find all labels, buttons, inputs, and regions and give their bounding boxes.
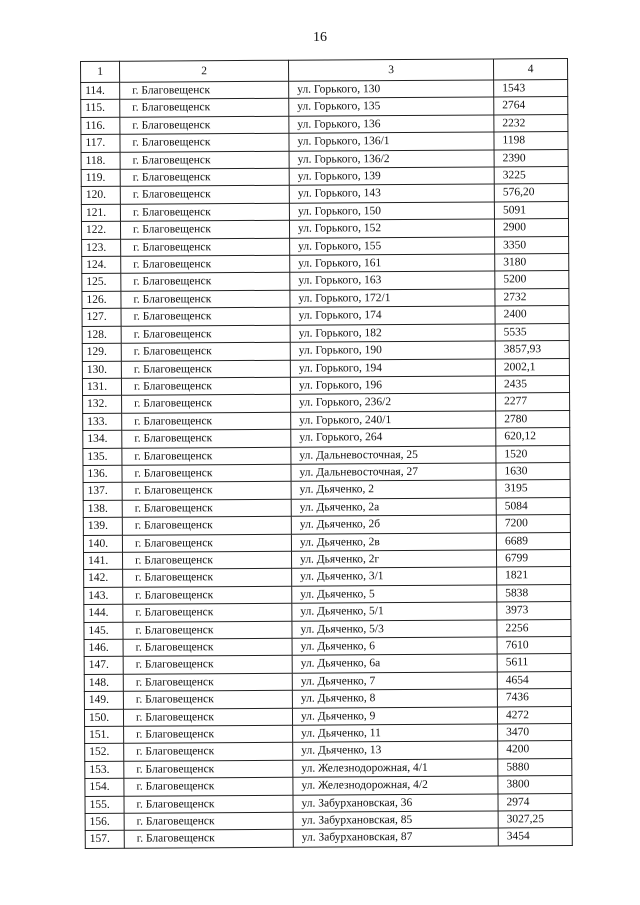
address-cell: ул. Горького, 240/1 xyxy=(291,411,496,430)
address-cell: ул. Горького, 130 xyxy=(289,80,494,99)
value-cell: 3470 xyxy=(498,724,572,742)
row-number-cell: 131. xyxy=(82,378,121,396)
value-cell: 3857,93 xyxy=(495,341,569,359)
city-cell: г. Благовещенск xyxy=(123,656,292,674)
city-cell: г. Благовещенск xyxy=(120,168,289,186)
address-cell: ул. Горького, 152 xyxy=(289,219,494,238)
value-cell: 3973 xyxy=(497,602,571,620)
row-number-cell: 120. xyxy=(81,187,120,205)
value-cell: 4200 xyxy=(498,741,572,759)
city-cell: г. Благовещенск xyxy=(120,133,289,151)
city-cell: г. Благовещенск xyxy=(123,638,292,656)
value-cell: 4272 xyxy=(497,706,571,724)
value-cell: 5611 xyxy=(497,654,571,672)
value-cell: 3800 xyxy=(498,776,572,794)
address-cell: ул. Дальневосточная, 27 xyxy=(291,463,496,482)
city-cell: г. Благовещенск xyxy=(124,795,293,813)
city-cell: г. Благовещенск xyxy=(121,273,290,291)
row-number-cell: 125. xyxy=(82,274,121,292)
city-cell: г. Благовещенск xyxy=(124,777,293,795)
address-cell: ул. Дьяченко, 9 xyxy=(292,707,497,726)
row-number-cell: 154. xyxy=(85,778,124,796)
address-cell: ул. Горького, 143 xyxy=(289,184,494,203)
value-cell: 2780 xyxy=(496,410,570,428)
address-cell: ул. Горького, 182 xyxy=(290,324,495,343)
city-cell: г. Благовещенск xyxy=(124,760,293,778)
value-cell: 620,12 xyxy=(496,428,570,446)
address-cell: ул. Горького, 155 xyxy=(290,237,495,256)
city-cell: г. Благовещенск xyxy=(122,499,291,517)
value-cell: 5200 xyxy=(495,271,569,289)
city-cell: г. Благовещенск xyxy=(121,290,290,308)
row-number-cell: 144. xyxy=(84,604,123,622)
row-number-cell: 146. xyxy=(84,639,123,657)
value-cell: 2900 xyxy=(494,219,568,237)
city-cell: г. Благовещенск xyxy=(120,81,289,99)
row-number-cell: 147. xyxy=(84,657,123,675)
address-cell: ул. Дьяченко, 13 xyxy=(293,741,498,760)
address-cell: ул. Железнодорожная, 4/2 xyxy=(293,776,498,795)
row-number-cell: 139. xyxy=(83,517,122,535)
value-cell: 2232 xyxy=(494,114,568,132)
city-cell: г. Благовещенск xyxy=(121,360,290,378)
value-cell: 2732 xyxy=(495,288,569,306)
row-number-cell: 132. xyxy=(83,396,122,414)
value-cell: 2390 xyxy=(494,149,568,167)
address-cell: ул. Горького, 194 xyxy=(290,358,495,377)
city-cell: г. Благовещенск xyxy=(122,482,291,500)
row-number-cell: 124. xyxy=(82,256,121,274)
city-cell: г. Благовещенск xyxy=(123,551,292,569)
row-number-cell: 127. xyxy=(82,309,121,327)
value-cell: 2002,1 xyxy=(495,358,569,376)
value-cell: 1198 xyxy=(494,132,568,150)
address-cell: ул. Дьяченко, 6а xyxy=(292,654,497,673)
address-cell: ул. Горького, 190 xyxy=(290,341,495,360)
row-number-cell: 143. xyxy=(84,587,123,605)
city-cell: г. Благовещенск xyxy=(122,534,291,552)
city-cell: г. Благовещенск xyxy=(121,255,290,273)
value-cell: 2277 xyxy=(496,393,570,411)
address-cell: ул. Дьяченко, 5 xyxy=(292,585,497,604)
value-cell: 4654 xyxy=(497,671,571,689)
row-number-cell: 157. xyxy=(85,831,124,849)
city-cell: г. Благовещенск xyxy=(120,220,289,238)
value-cell: 5084 xyxy=(496,497,570,515)
value-cell: 2256 xyxy=(497,619,571,637)
value-cell: 3225 xyxy=(494,167,568,185)
value-cell: 7436 xyxy=(497,689,571,707)
address-cell: ул. Забурхановская, 36 xyxy=(293,794,498,813)
address-cell: ул. Горького, 236/2 xyxy=(291,393,496,412)
row-number-cell: 145. xyxy=(84,622,123,640)
city-cell: г. Благовещенск xyxy=(123,621,292,639)
address-cell: ул. Дьяченко, 5/1 xyxy=(292,602,497,621)
value-cell: 2764 xyxy=(494,97,568,115)
column-header-3: 3 xyxy=(288,59,493,81)
address-cell: ул. Горького, 161 xyxy=(290,254,495,273)
row-number-cell: 122. xyxy=(81,222,120,240)
address-table xyxy=(80,58,573,849)
address-cell: ул. Горького, 172/1 xyxy=(290,289,495,308)
value-cell: 5091 xyxy=(494,201,568,219)
value-cell: 7610 xyxy=(497,637,571,655)
row-number-cell: 130. xyxy=(82,361,121,379)
row-number-cell: 129. xyxy=(82,343,121,361)
address-cell: ул. Дьяченко, 2г xyxy=(291,550,496,569)
row-number-cell: 115. xyxy=(81,100,120,118)
row-number-cell: 141. xyxy=(84,552,123,570)
address-cell: ул. Дьяченко, 8 xyxy=(292,689,497,708)
address-cell: ул. Горького, 136/2 xyxy=(289,150,494,169)
row-number-cell: 137. xyxy=(83,483,122,501)
address-cell: ул. Дьяченко, 11 xyxy=(293,724,498,743)
address-cell: ул. Забурхановская, 87 xyxy=(293,828,498,847)
address-cell: ул. Железнодорожная, 4/1 xyxy=(293,759,498,778)
value-cell: 3027,25 xyxy=(498,811,572,829)
value-cell: 3350 xyxy=(495,236,569,254)
city-cell: г. Благовещенск xyxy=(122,395,291,413)
city-cell: г. Благовещенск xyxy=(122,464,291,482)
address-cell: ул. Горького, 150 xyxy=(289,202,494,221)
address-cell: ул. Дьяченко, 2а xyxy=(291,498,496,517)
row-number-cell: 121. xyxy=(81,204,120,222)
row-number-cell: 136. xyxy=(83,465,122,483)
city-cell: г. Благовещенск xyxy=(121,308,290,326)
address-cell: ул. Горького, 136/1 xyxy=(289,132,494,151)
city-cell: г. Благовещенск xyxy=(121,377,290,395)
city-cell: г. Благовещенск xyxy=(122,447,291,465)
page-number: 16 xyxy=(313,30,327,45)
row-number-cell: 155. xyxy=(85,796,124,814)
row-number-cell: 156. xyxy=(85,813,124,831)
city-cell: г. Благовещенск xyxy=(124,830,293,848)
address-cell: ул. Горького, 136 xyxy=(289,115,494,134)
city-cell: г. Благовещенск xyxy=(121,325,290,343)
table-body xyxy=(81,80,573,849)
city-cell: г. Благовещенск xyxy=(123,586,292,604)
column-header-1: 1 xyxy=(81,61,120,82)
value-cell: 3180 xyxy=(495,254,569,272)
row-number-cell: 123. xyxy=(82,239,121,257)
city-cell: г. Благовещенск xyxy=(120,116,289,134)
value-cell: 1630 xyxy=(496,462,570,480)
column-header-2: 2 xyxy=(120,60,289,82)
city-cell: г. Благовещенск xyxy=(122,429,291,447)
city-cell: г. Благовещенск xyxy=(121,238,290,256)
column-header-4: 4 xyxy=(493,59,567,80)
value-cell: 3195 xyxy=(496,480,570,498)
address-cell: ул. Дьяченко, 3/1 xyxy=(292,567,497,586)
address-cell: ул. Забурхановская, 85 xyxy=(293,811,498,830)
row-number-cell: 119. xyxy=(81,169,120,187)
address-cell: ул. Дьяченко, 2 xyxy=(291,480,496,499)
row-number-cell: 118. xyxy=(81,152,120,170)
address-cell: ул. Горького, 196 xyxy=(290,376,495,395)
city-cell: г. Благовещенск xyxy=(123,708,292,726)
row-number-cell: 126. xyxy=(82,291,121,309)
city-cell: г. Благовещенск xyxy=(123,673,292,691)
row-number-cell: 152. xyxy=(85,744,124,762)
row-number-cell: 140. xyxy=(83,535,122,553)
value-cell: 2974 xyxy=(498,793,572,811)
value-cell: 2400 xyxy=(495,306,569,324)
city-cell: г. Благовещенск xyxy=(123,603,292,621)
value-cell: 5535 xyxy=(495,323,569,341)
row-number-cell: 153. xyxy=(85,761,124,779)
city-cell: г. Благовещенск xyxy=(120,203,289,221)
value-cell: 1543 xyxy=(494,80,568,98)
row-number-cell: 116. xyxy=(81,117,120,135)
row-number-cell: 149. xyxy=(84,691,123,709)
address-cell: ул. Дьяченко, 2б xyxy=(291,515,496,534)
value-cell: 1821 xyxy=(497,567,571,585)
row-number-cell: 150. xyxy=(84,709,123,727)
row-number-cell: 134. xyxy=(83,430,122,448)
address-cell: ул. Горького, 174 xyxy=(290,306,495,325)
city-cell: г. Благовещенск xyxy=(122,516,291,534)
value-cell: 3454 xyxy=(498,828,572,846)
value-cell: 2435 xyxy=(495,375,569,393)
city-cell: г. Благовещенск xyxy=(122,412,291,430)
row-number-cell: 114. xyxy=(81,82,120,100)
address-cell: ул. Горького, 163 xyxy=(290,271,495,290)
row-number-cell: 138. xyxy=(83,500,122,518)
value-cell: 1520 xyxy=(496,445,570,463)
address-cell: ул. Горького, 135 xyxy=(289,97,494,116)
address-cell: ул. Дьяченко, 2в xyxy=(291,533,496,552)
city-cell: г. Благовещенск xyxy=(120,151,289,169)
address-cell: ул. Дальневосточная, 25 xyxy=(291,445,496,464)
value-cell: 5838 xyxy=(497,584,571,602)
row-number-cell: 151. xyxy=(85,726,124,744)
city-cell: г. Благовещенск xyxy=(123,569,292,587)
city-cell: г. Благовещенск xyxy=(123,690,292,708)
city-cell: г. Благовещенск xyxy=(121,342,290,360)
city-cell: г. Благовещенск xyxy=(124,743,293,761)
address-cell: ул. Дьяченко, 7 xyxy=(292,672,497,691)
row-number-cell: 133. xyxy=(83,413,122,431)
address-cell: ул. Дьяченко, 6 xyxy=(292,637,497,656)
city-cell: г. Благовещенск xyxy=(120,186,289,204)
address-cell: ул. Горького, 139 xyxy=(289,167,494,186)
value-cell: 5880 xyxy=(498,758,572,776)
city-cell: г. Благовещенск xyxy=(124,725,293,743)
table-header-row xyxy=(81,59,568,83)
city-cell: г. Благовещенск xyxy=(124,812,293,830)
value-cell: 6799 xyxy=(496,549,570,567)
city-cell: г. Благовещенск xyxy=(120,99,289,117)
address-cell: ул. Горького, 264 xyxy=(291,428,496,447)
row-number-cell: 135. xyxy=(83,448,122,466)
value-cell: 576,20 xyxy=(494,184,568,202)
address-cell: ул. Дьяченко, 5/3 xyxy=(292,620,497,639)
row-number-cell: 128. xyxy=(82,326,121,344)
value-cell: 6689 xyxy=(496,532,570,550)
row-number-cell: 117. xyxy=(81,134,120,152)
row-number-cell: 148. xyxy=(84,674,123,692)
row-number-cell: 142. xyxy=(84,570,123,588)
table-row xyxy=(85,828,572,848)
value-cell: 7200 xyxy=(496,515,570,533)
